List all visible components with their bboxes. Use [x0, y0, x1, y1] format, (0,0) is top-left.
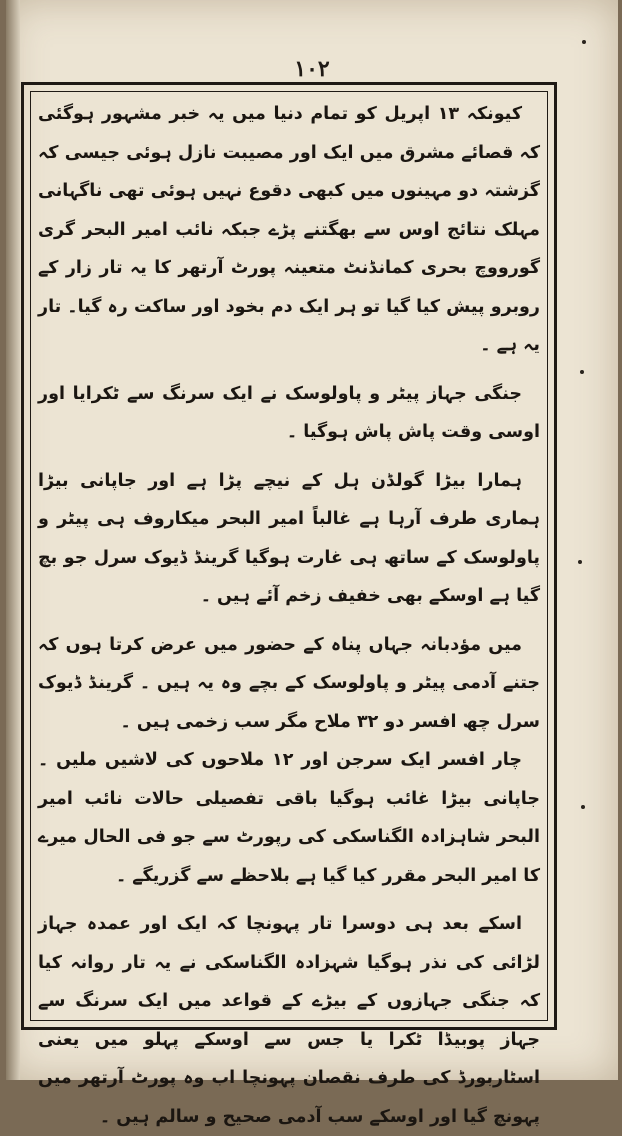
paragraph: کیونکہ ۱۳ اپریل کو تمام دنیا میں یہ خبر مشہور ہوگئی کہ قصائے مشرق میں ایک اور مصیبت نازل ہوئی جیسی کہ گزشتہ دو مہینوں میں کبھی دقوع نہیں ہوئی تھی ناگہانی مہلک نتائج اوس سے بھگتنے پڑے جبکہ نائب امیر البحر گری گورووچ بحری کمانڈنٹ متعینہ پورٹ آرتھر کا یہ تار زار کے روبرو پیش کیا گیا تو ہر ایک دم بخود اور ساکت رہ گیا۔ تار یہ ہے ۔ — [38, 104, 540, 355]
speck-mark — [580, 370, 584, 374]
page-border — [21, 82, 557, 1127]
speck-mark — [582, 40, 586, 44]
speck-mark — [578, 560, 582, 564]
page-number: ۱۰۲ — [294, 56, 330, 82]
speck-mark — [581, 805, 585, 809]
paragraph: جنگی جہاز پیٹر و پاولوسک نے ایک سرنگ سے ٹکرایا اور اوسی وقت پاش پاش ہوگیا ۔ — [38, 383, 540, 442]
body-text — [38, 95, 540, 1127]
book-page — [6, 0, 618, 1127]
paragraph: ہمارا بیڑا گولڈن ہل کے نیچے پڑا ہے اور جاپانی بیڑا ہماری طرف آرہا ہے غالباً امیر البحر میکاروف ہی پیٹر و پاولوسک کے ساتھ ہی غارت ہوگیا گرینڈ ڈیوک سرل جو بچ گیا ہے اوسکے بھی خفیف زخم آئے ہیں ۔ — [38, 470, 540, 606]
paragraph: میں مؤدبانہ جہاں پناہ کے حضور میں عرض کرتا ہوں کہ جتنے آدمی پیٹر و پاولوسک کے بچے وہ یہ ہیں ۔ گرینڈ ڈیوک سرل چھ افسر دو ۳۲ ملاح مگر سب زخمی ہیں ۔ — [38, 634, 540, 732]
page-gutter — [6, 0, 20, 1080]
paragraph: اسکے بعد ہی دوسرا تار پہونچا کہ ایک اور عمدہ جہاز لڑائی کی نذر ہوگیا شہزادہ الگناسکی نے یہ تار روانہ کیا کہ جنگی جہازوں کے بیڑے کے قواعد میں ایک سرنگ سے جہاز پوبیڈا ٹکرا یا جس سے اوسکے پہلو میں یعنی اسٹاربورڈ کی طرف نقصان پہونچا اب وہ پورٹ آرتھر میں پہونچ گیا اور اوسکے سب آدمی صحیح و سالم ہیں ۔ — [38, 914, 540, 1127]
paragraph: چار افسر ایک سرجن اور ۱۲ ملاحوں کی لاشیں ملیں ۔ جاپانی بیڑا غائب ہوگیا باقی تفصیلی حالات نائب امیر البحر شاہزادہ الگناسکی کی رپورٹ سے جو فی الحال میرے کا امیر البحر مقرر کیا گیا ہے بلاحظے سے گزریگے ۔ — [38, 750, 540, 886]
